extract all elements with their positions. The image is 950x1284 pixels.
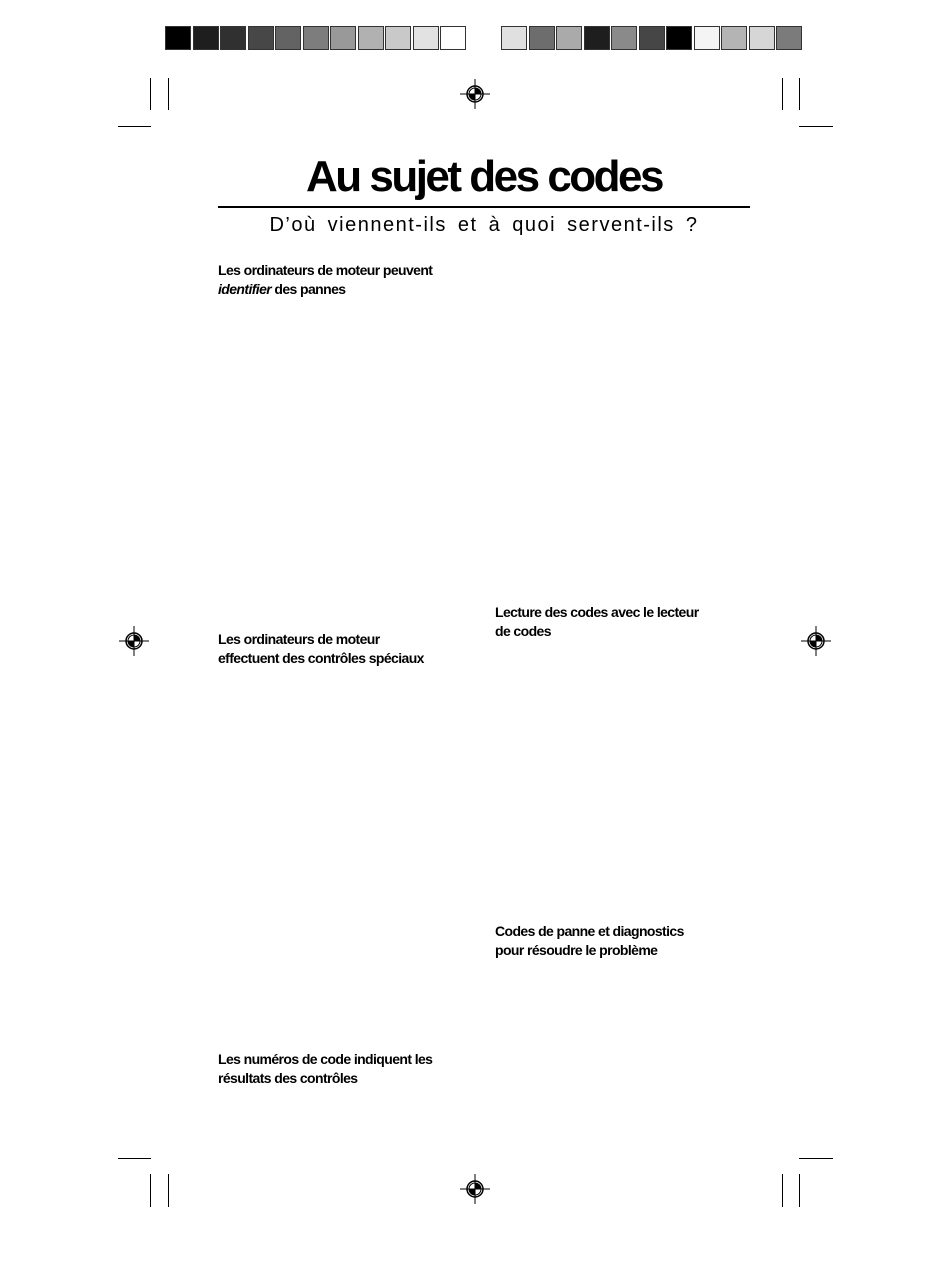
- heading-line: Codes de panne et diagnostics: [495, 923, 684, 939]
- color-swatch: [776, 26, 802, 50]
- color-bar-right: [501, 26, 804, 50]
- heading-line: effectuent des contrôles spéciaux: [218, 649, 424, 666]
- heading-trouble-codes: [495, 922, 757, 959]
- color-swatch: [275, 26, 301, 50]
- color-swatch: [694, 26, 720, 50]
- title-rule: [218, 206, 750, 208]
- color-swatch: [330, 26, 356, 50]
- color-swatch: [303, 26, 329, 50]
- registration-mark-icon: [801, 626, 831, 656]
- registration-mark-icon: [460, 79, 490, 109]
- heading-line: résultats des contrôles: [218, 1069, 358, 1086]
- crop-mark: [799, 126, 833, 127]
- color-swatch: [220, 26, 246, 50]
- crop-mark: [118, 1158, 151, 1159]
- heading-code-numbers: [218, 1050, 480, 1087]
- crop-mark: [168, 78, 169, 110]
- page-subtitle: D’où viennent-ils et à quoi servent-ils ?: [269, 214, 699, 236]
- page-title: Au sujet des codes: [305, 152, 662, 201]
- color-swatch: [358, 26, 384, 50]
- heading-line: Lecture des codes avec le lecteur: [495, 604, 699, 620]
- heading-line: de codes: [495, 622, 551, 639]
- color-swatch: [556, 26, 582, 50]
- heading-line: Les ordinateurs de moteur: [218, 631, 380, 647]
- color-swatch: [248, 26, 274, 50]
- color-swatch: [611, 26, 637, 50]
- heading-special-checks: [218, 630, 480, 667]
- crop-mark: [168, 1174, 169, 1207]
- color-swatch: [385, 26, 411, 50]
- color-swatch: [639, 26, 665, 50]
- heading-line: pour résoudre le problème: [495, 941, 658, 958]
- color-swatch: [501, 26, 527, 50]
- crop-mark: [118, 126, 151, 127]
- crop-mark: [799, 1174, 800, 1207]
- heading-reading-codes: [495, 603, 757, 640]
- color-swatch: [413, 26, 439, 50]
- color-swatch: [193, 26, 219, 50]
- heading-identify-faults: [218, 261, 480, 298]
- color-bar-left: [165, 26, 468, 50]
- color-swatch: [749, 26, 775, 50]
- color-swatch: [440, 26, 466, 50]
- heading-line: Les ordinateurs de moteur peuvent: [218, 262, 433, 278]
- registration-mark-icon: [119, 626, 149, 656]
- crop-mark: [782, 1174, 783, 1207]
- color-swatch: [584, 26, 610, 50]
- crop-mark: [150, 78, 151, 110]
- crop-mark: [150, 1174, 151, 1207]
- heading-italic-word: identifier: [218, 280, 272, 297]
- crop-mark: [782, 78, 783, 110]
- heading-line: [218, 280, 480, 299]
- color-swatch: [529, 26, 555, 50]
- color-swatch: [165, 26, 191, 50]
- crop-mark: [799, 78, 800, 110]
- registration-mark-icon: [460, 1174, 490, 1204]
- heading-line-rest: des pannes: [271, 280, 346, 297]
- color-swatch: [721, 26, 747, 50]
- heading-line: Les numéros de code indiquent les: [218, 1051, 433, 1067]
- crop-mark: [799, 1158, 833, 1159]
- color-swatch: [666, 26, 692, 50]
